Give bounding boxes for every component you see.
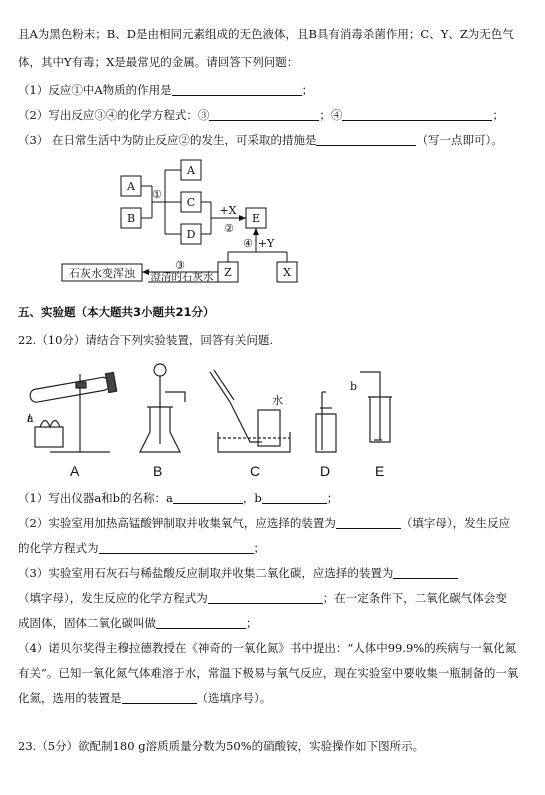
answer-blank[interactable]	[99, 541, 254, 554]
answer-blank[interactable]	[262, 491, 327, 504]
diagram-box-Z: Z	[224, 266, 232, 279]
q22-part3: （3）实验室用石灰石与稀盐酸反应制取并收集二氧化碳，应选择的装置为	[18, 565, 458, 581]
apparatus-label-C: C	[250, 463, 261, 479]
apparatus-label-B: B	[153, 463, 163, 479]
q22-part4b: 有关”。已知一氧化氮气体难溶于水，常温下极易与氧气反应，现在实验室中要收集一瓶制备的一氧	[18, 666, 519, 680]
answer-blank[interactable]	[172, 83, 302, 96]
diagram-box-A: A	[127, 180, 135, 193]
q22-part2: （2）实验室用加热高锰酸钾制取并收集氧气，应选择的装置为 （填字母），发生反应	[18, 516, 511, 530]
q22-part2b: 的化学方程式为 ；	[18, 541, 265, 555]
diagram-label-r4: ④	[243, 237, 253, 250]
apparatus-figure	[0, 352, 545, 462]
q22-part3b: （填字母），发生反应的化学方程式为 ；在一定条件下，二氧化碳气体会变	[18, 591, 507, 605]
diagram-label-r3: ③	[175, 259, 185, 272]
label-b: b	[350, 380, 358, 393]
section-5-title: 五、实验题（本大题共3小题共21分）	[18, 305, 215, 319]
answer-blank[interactable]	[173, 491, 243, 504]
answer-blank[interactable]	[336, 516, 401, 529]
q21-part2: （2）写出反应③④的化学方程式：③ ；④ ；	[18, 108, 504, 122]
intro-line-2: 体，其中Y有毒；X是最常见的金属。请回答下列问题：	[18, 55, 299, 69]
diagram-box-B: B	[126, 212, 136, 225]
apparatus-label-E: E	[375, 463, 385, 479]
answer-blank[interactable]	[316, 133, 416, 146]
diagram-label-r1: ①	[152, 188, 162, 201]
answer-blank[interactable]	[342, 108, 492, 121]
diagram-result: 石灰水变浑浊	[69, 267, 135, 280]
answer-blank[interactable]	[156, 616, 246, 629]
q22-part1: （1）写出仪器a和b的名称：a ，b ；	[18, 491, 339, 505]
diagram-box-D: D	[186, 228, 196, 241]
answer-blank[interactable]	[122, 691, 197, 704]
q22-part4: （4）诺贝尔奖得主穆拉德教授在《神奇的一氧化氮》书中提出：“人体中99.9%的疾病与一氧化氮	[18, 641, 517, 655]
diagram-box-X: X	[283, 266, 291, 279]
diagram-label-plusX: +X	[219, 204, 237, 217]
label-a: a	[27, 412, 34, 425]
q23-stem: 23.（5分）欲配制180 g溶质质量分数为50%的硝酸铵，实验操作如下图所示。	[18, 739, 425, 753]
diagram-label-r2: ②	[224, 222, 234, 235]
q22-part3c: 成固体，固体二氧化碳叫做 ；	[18, 616, 258, 630]
answer-blank[interactable]	[393, 566, 458, 579]
answer-blank[interactable]	[209, 108, 319, 121]
diagram-reagent: 澄清的石灰水	[150, 271, 214, 283]
apparatus-label-D: D	[320, 463, 331, 479]
diagram-box-C: C	[186, 196, 196, 209]
intro-line-1: 且A为黑色粉末；B、D是由相同元素组成的无色液体，且B具有消毒杀菌作用；C、Y、Z为无色气	[18, 27, 514, 41]
diagram-box-A2: A	[187, 164, 195, 177]
diagram-box-E: E	[251, 212, 261, 225]
diagram-label-plusY: +Y	[257, 237, 275, 250]
q22-stem: 22.（10分）请结合下列实验装置，回答有关问题.	[18, 333, 274, 347]
q22-part4c: 化氮，选用的装置是 （选填序号）。	[18, 691, 272, 705]
reaction-diagram	[0, 150, 545, 290]
apparatus-label-A: A	[70, 463, 80, 479]
q21-part1: （1）反应①中A物质的作用是 ；	[18, 83, 314, 97]
q21-part3: （3） 在日常生活中为防止反应②的发生，可采取的措施是 （写一点即可）。	[18, 133, 503, 147]
label-water: 水	[272, 394, 283, 407]
answer-blank[interactable]	[208, 591, 323, 604]
